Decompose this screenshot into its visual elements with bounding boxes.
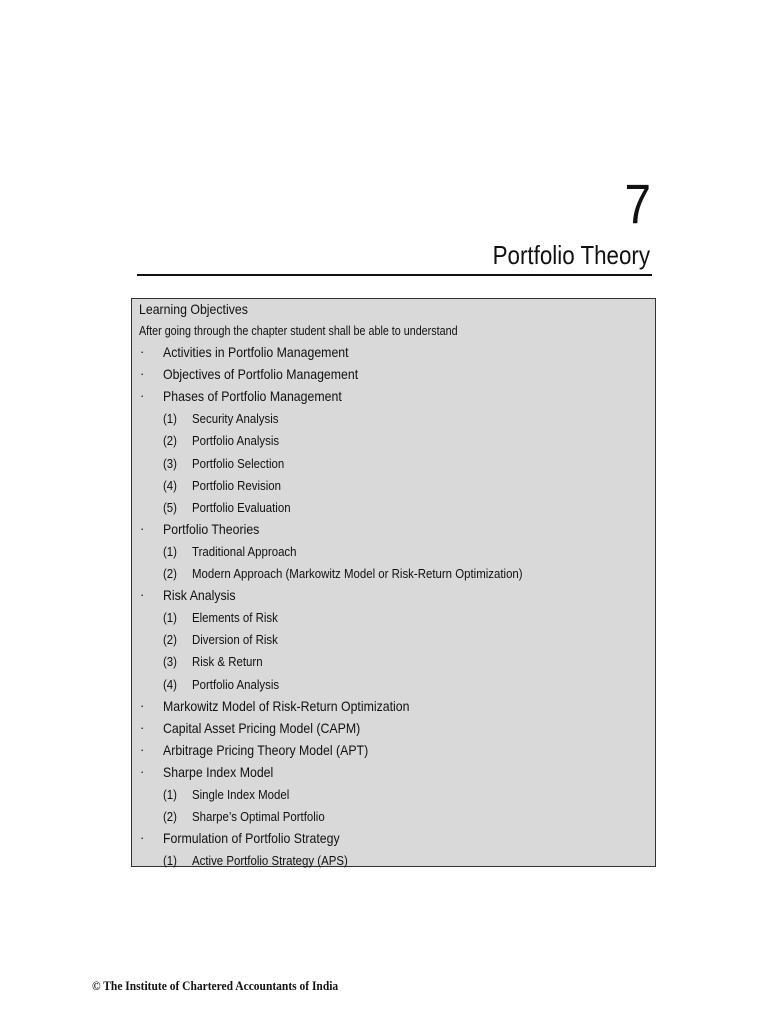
title-divider xyxy=(137,274,652,276)
bullet-icon: · xyxy=(140,344,145,359)
subitem-number: (1) xyxy=(163,853,177,869)
objective-item-label: Activities in Portfolio Management xyxy=(163,344,349,360)
bullet-icon: · xyxy=(140,719,145,735)
subitem-number: (3) xyxy=(163,455,177,471)
subitem-number: (5) xyxy=(163,499,177,515)
bullet-icon: · xyxy=(140,763,145,779)
subitem-label: Portfolio Selection xyxy=(192,455,285,471)
learning-objectives-box xyxy=(131,298,656,867)
subitem-label: Portfolio Analysis xyxy=(192,433,280,449)
subitem-label: Elements of Risk xyxy=(192,610,278,626)
bullet-icon: · xyxy=(140,830,145,846)
subitem-number: (1) xyxy=(163,411,177,427)
subitem-label: Diversion of Risk xyxy=(192,632,278,648)
bullet-icon: · xyxy=(140,587,145,603)
objective-item-label: Formulation of Portfolio Strategy xyxy=(163,830,340,847)
subitem-label: Traditional Approach xyxy=(192,543,297,559)
subitem-number: (4) xyxy=(163,477,177,493)
objective-item-label: Risk Analysis xyxy=(163,587,236,604)
subitem-label: Single Index Model xyxy=(192,787,290,802)
objective-item-label: Capital Asset Pricing Model (CAPM) xyxy=(163,719,361,736)
subitem-number: (1) xyxy=(163,787,177,802)
subitem-number: (4) xyxy=(163,676,177,692)
learning-objectives-intro: After going through the chapter student shall be able to understand xyxy=(139,324,458,338)
objective-item-label: Objectives of Portfolio Management xyxy=(163,366,359,383)
subitem-label: Sharpe’s Optimal Portfolio xyxy=(192,809,325,825)
objective-item-label: Arbitrage Pricing Theory Model (APT) xyxy=(163,741,369,758)
subitem-label: Portfolio Revision xyxy=(192,477,282,493)
subitem-label: Portfolio Evaluation xyxy=(192,499,291,515)
subitem-number: (3) xyxy=(163,654,177,670)
subitem-number: (2) xyxy=(163,433,177,449)
bullet-icon: · xyxy=(140,520,145,536)
subitem-label: Risk & Return xyxy=(192,654,263,670)
learning-objectives-heading: Learning Objectives xyxy=(139,301,248,317)
subitem-label: Security Analysis xyxy=(192,411,279,427)
copyright-footer: © The Institute of Chartered Accountants of India xyxy=(92,979,339,993)
bullet-icon: · xyxy=(140,388,145,404)
objective-item-label: Portfolio Theories xyxy=(163,520,260,537)
subitem-number: (2) xyxy=(163,566,177,581)
chapter-title: Portfolio Theory xyxy=(492,240,650,270)
subitem-label: Portfolio Analysis xyxy=(192,676,280,692)
objective-item-label: Sharpe Index Model xyxy=(163,763,274,780)
bullet-icon: · xyxy=(140,741,145,757)
bullet-icon: · xyxy=(140,697,145,713)
subitem-number: (2) xyxy=(163,632,177,648)
subitem-number: (1) xyxy=(163,543,177,559)
chapter-number: 7 xyxy=(624,172,650,235)
bullet-icon: · xyxy=(140,366,145,382)
subitem-label: Modern Approach (Markowitz Model or Risk-Return Optimization) xyxy=(192,566,523,581)
objective-item-label: Phases of Portfolio Management xyxy=(163,388,342,405)
objective-item-label: Markowitz Model of Risk-Return Optimization xyxy=(163,697,410,714)
subitem-number: (2) xyxy=(163,809,177,825)
subitem-label: Active Portfolio Strategy (APS) xyxy=(192,853,348,869)
subitem-number: (1) xyxy=(163,610,177,626)
